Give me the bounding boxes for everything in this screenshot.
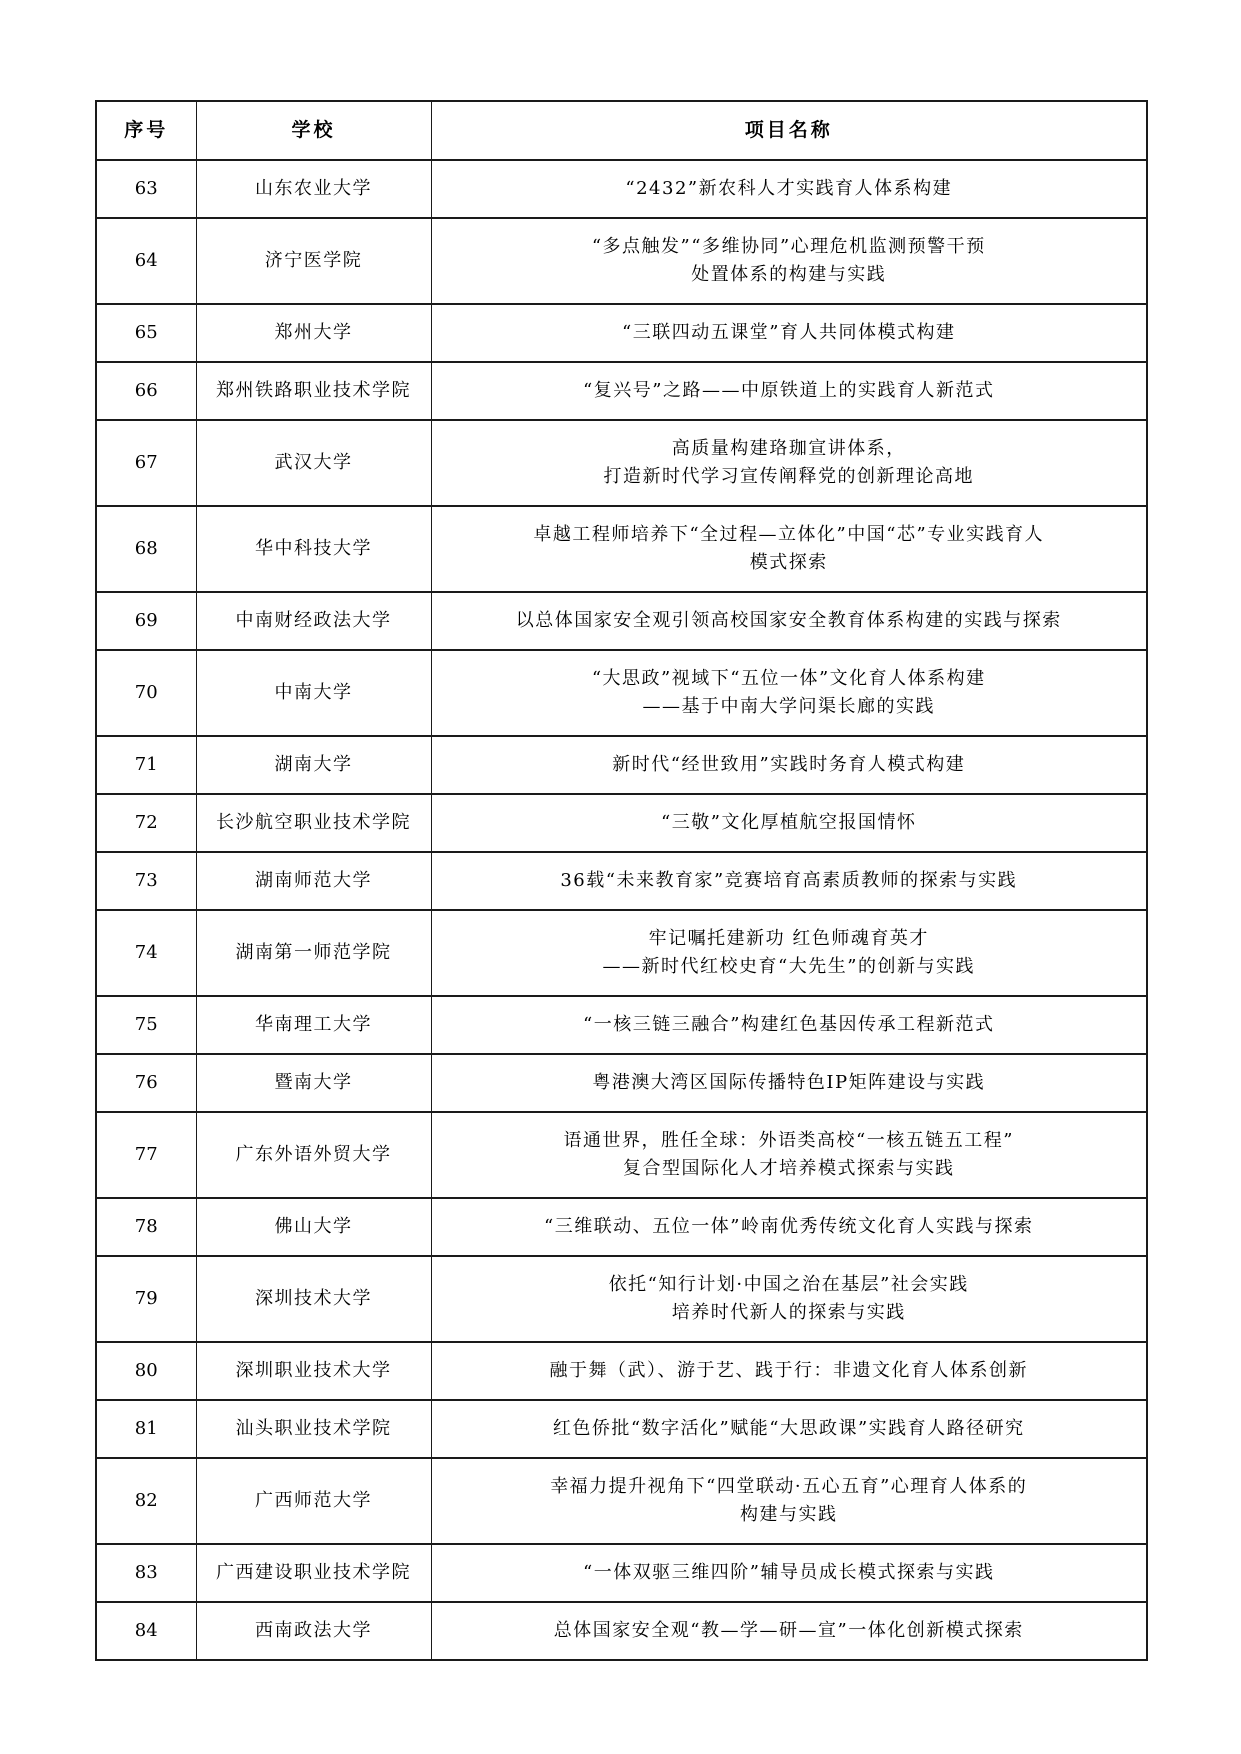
cell-project-name bbox=[431, 1400, 1147, 1458]
cell-school-name: 暨南大学 bbox=[196, 1054, 431, 1112]
cell-serial-number: 66 bbox=[96, 362, 196, 420]
project-name-line: 复合型国际化人才培养模式探索与实践 bbox=[623, 1158, 955, 1179]
cell-project-name bbox=[431, 794, 1147, 852]
cell-serial-number: 79 bbox=[96, 1256, 196, 1342]
cell-project-name bbox=[431, 1256, 1147, 1342]
cell-school-name: 中南大学 bbox=[196, 650, 431, 736]
cell-serial-number: 80 bbox=[96, 1342, 196, 1400]
cell-school-name: 湖南第一师范学院 bbox=[196, 910, 431, 996]
project-name-line: 处置体系的构建与实践 bbox=[691, 264, 887, 285]
table-row bbox=[96, 650, 1147, 736]
cell-project-name bbox=[431, 218, 1147, 304]
cell-serial-number: 83 bbox=[96, 1544, 196, 1602]
project-name-line: 卓越工程师培养下“全过程—立体化”中国“芯”专业实践育人 bbox=[533, 524, 1045, 545]
project-name-line: 打造新时代学习宣传阐释党的创新理论高地 bbox=[603, 466, 974, 487]
cell-project-name bbox=[431, 1544, 1147, 1602]
header-cell-school: 学校 bbox=[196, 101, 431, 160]
table-row bbox=[96, 1544, 1147, 1602]
project-name-line: 新时代“经世致用”实践时务育人模式构建 bbox=[612, 754, 966, 775]
table-row bbox=[96, 592, 1147, 650]
cell-school-name: 山东农业大学 bbox=[196, 160, 431, 218]
project-name-line: 幸福力提升视角下“四堂联动·五心五育”心理育人体系的 bbox=[550, 1476, 1028, 1497]
cell-school-name: 湖南大学 bbox=[196, 736, 431, 794]
project-name-line: “2432”新农科人才实践育人体系构建 bbox=[625, 178, 953, 199]
project-name-line: “多点触发”“多维协同”心理危机监测预警干预 bbox=[591, 236, 986, 257]
cell-school-name: 武汉大学 bbox=[196, 420, 431, 506]
table-row bbox=[96, 362, 1147, 420]
project-name-line: “复兴号”之路——中原铁道上的实践育人新范式 bbox=[583, 380, 995, 401]
project-roster-table bbox=[95, 100, 1148, 1661]
project-name-line: 模式探索 bbox=[749, 552, 828, 573]
cell-project-name bbox=[431, 1198, 1147, 1256]
project-name-line: 粤港澳大湾区国际传播特色IP矩阵建设与实践 bbox=[592, 1072, 986, 1093]
project-name-line: 总体国家安全观“教—学—研—宣”一体化创新模式探索 bbox=[553, 1620, 1024, 1641]
cell-serial-number: 74 bbox=[96, 910, 196, 996]
cell-serial-number: 72 bbox=[96, 794, 196, 852]
cell-serial-number: 69 bbox=[96, 592, 196, 650]
cell-serial-number: 68 bbox=[96, 506, 196, 592]
project-name-line: “大思政”视域下“五位一体”文化育人体系构建 bbox=[591, 668, 986, 689]
table-row bbox=[96, 218, 1147, 304]
project-name-line: “三维联动、五位一体”岭南优秀传统文化育人实践与探索 bbox=[544, 1216, 1034, 1237]
cell-project-name bbox=[431, 852, 1147, 910]
cell-project-name bbox=[431, 1602, 1147, 1660]
project-name-line: 构建与实践 bbox=[740, 1504, 838, 1525]
cell-school-name: 广西师范大学 bbox=[196, 1458, 431, 1544]
cell-serial-number: 71 bbox=[96, 736, 196, 794]
project-name-line: 高质量构建珞珈宣讲体系， bbox=[671, 438, 906, 459]
cell-project-name bbox=[431, 996, 1147, 1054]
cell-school-name: 广东外语外贸大学 bbox=[196, 1112, 431, 1198]
table-row bbox=[96, 1458, 1147, 1544]
table-row bbox=[96, 1198, 1147, 1256]
cell-serial-number: 70 bbox=[96, 650, 196, 736]
table-body bbox=[96, 160, 1147, 1660]
project-name-line: “三联四动五课堂”育人共同体模式构建 bbox=[622, 322, 956, 343]
table-row bbox=[96, 1256, 1147, 1342]
project-name-line: “一体双驱三维四阶”辅导员成长模式探索与实践 bbox=[583, 1562, 995, 1583]
cell-school-name: 湖南师范大学 bbox=[196, 852, 431, 910]
table-row bbox=[96, 304, 1147, 362]
table-row bbox=[96, 1342, 1147, 1400]
cell-serial-number: 84 bbox=[96, 1602, 196, 1660]
cell-project-name bbox=[431, 362, 1147, 420]
cell-project-name bbox=[431, 1112, 1147, 1198]
cell-school-name: 佛山大学 bbox=[196, 1198, 431, 1256]
project-name-line: “一核三链三融合”构建红色基因传承工程新范式 bbox=[583, 1014, 995, 1035]
project-name-line: 培养时代新人的探索与实践 bbox=[671, 1302, 906, 1323]
cell-project-name bbox=[431, 304, 1147, 362]
project-name-line: 红色侨批“数字活化”赋能“大思政课”实践育人路径研究 bbox=[552, 1418, 1025, 1439]
table-row bbox=[96, 996, 1147, 1054]
table-row bbox=[96, 1602, 1147, 1660]
project-name-line: 语通世界，胜任全球：外语类高校“一核五链五工程” bbox=[563, 1130, 1014, 1151]
table-row bbox=[96, 506, 1147, 592]
cell-school-name: 深圳技术大学 bbox=[196, 1256, 431, 1342]
cell-school-name: 中南财经政法大学 bbox=[196, 592, 431, 650]
cell-project-name bbox=[431, 160, 1147, 218]
table-row bbox=[96, 160, 1147, 218]
cell-school-name: 长沙航空职业技术学院 bbox=[196, 794, 431, 852]
cell-project-name bbox=[431, 420, 1147, 506]
table-header bbox=[96, 101, 1147, 160]
cell-school-name: 广西建设职业技术学院 bbox=[196, 1544, 431, 1602]
cell-serial-number: 65 bbox=[96, 304, 196, 362]
table-row bbox=[96, 852, 1147, 910]
cell-school-name: 汕头职业技术学院 bbox=[196, 1400, 431, 1458]
cell-school-name: 郑州铁路职业技术学院 bbox=[196, 362, 431, 420]
table-row bbox=[96, 1054, 1147, 1112]
table-row bbox=[96, 420, 1147, 506]
cell-school-name: 西南政法大学 bbox=[196, 1602, 431, 1660]
cell-project-name bbox=[431, 736, 1147, 794]
header-cell-project: 项目名称 bbox=[431, 101, 1147, 160]
cell-project-name bbox=[431, 506, 1147, 592]
cell-project-name bbox=[431, 1054, 1147, 1112]
cell-project-name bbox=[431, 1342, 1147, 1400]
cell-project-name bbox=[431, 592, 1147, 650]
project-name-line: 牢记嘱托建新功 红色师魂育英才 bbox=[648, 928, 929, 949]
project-name-line: 依托“知行计划·中国之治在基层”社会实践 bbox=[608, 1274, 969, 1295]
project-name-line: 融于舞（武）、游于艺、践于行：非遗文化育人体系创新 bbox=[549, 1360, 1028, 1381]
cell-school-name: 郑州大学 bbox=[196, 304, 431, 362]
cell-serial-number: 82 bbox=[96, 1458, 196, 1544]
table-row bbox=[96, 736, 1147, 794]
cell-project-name bbox=[431, 910, 1147, 996]
cell-serial-number: 78 bbox=[96, 1198, 196, 1256]
cell-serial-number: 76 bbox=[96, 1054, 196, 1112]
header-row bbox=[96, 101, 1147, 160]
cell-serial-number: 63 bbox=[96, 160, 196, 218]
cell-serial-number: 75 bbox=[96, 996, 196, 1054]
cell-project-name bbox=[431, 650, 1147, 736]
cell-serial-number: 64 bbox=[96, 218, 196, 304]
table-row bbox=[96, 1112, 1147, 1198]
cell-school-name: 华南理工大学 bbox=[196, 996, 431, 1054]
cell-serial-number: 67 bbox=[96, 420, 196, 506]
cell-serial-number: 73 bbox=[96, 852, 196, 910]
table-row bbox=[96, 794, 1147, 852]
project-name-line: “三敬”文化厚植航空报国情怀 bbox=[661, 812, 917, 833]
table-row bbox=[96, 910, 1147, 996]
project-name-line: 以总体国家安全观引领高校国家安全教育体系构建的实践与探索 bbox=[515, 610, 1062, 631]
project-name-line: 36载“未来教育家”竞赛培育高素质教师的探索与实践 bbox=[560, 870, 1018, 891]
cell-serial-number: 81 bbox=[96, 1400, 196, 1458]
cell-school-name: 华中科技大学 bbox=[196, 506, 431, 592]
project-name-line: ——新时代红校史育“大先生”的创新与实践 bbox=[602, 956, 975, 977]
cell-school-name: 深圳职业技术大学 bbox=[196, 1342, 431, 1400]
header-cell-no: 序号 bbox=[96, 101, 196, 160]
table-row bbox=[96, 1400, 1147, 1458]
cell-serial-number: 77 bbox=[96, 1112, 196, 1198]
cell-school-name: 济宁医学院 bbox=[196, 218, 431, 304]
cell-project-name bbox=[431, 1458, 1147, 1544]
project-name-line: ——基于中南大学问渠长廊的实践 bbox=[642, 696, 935, 717]
